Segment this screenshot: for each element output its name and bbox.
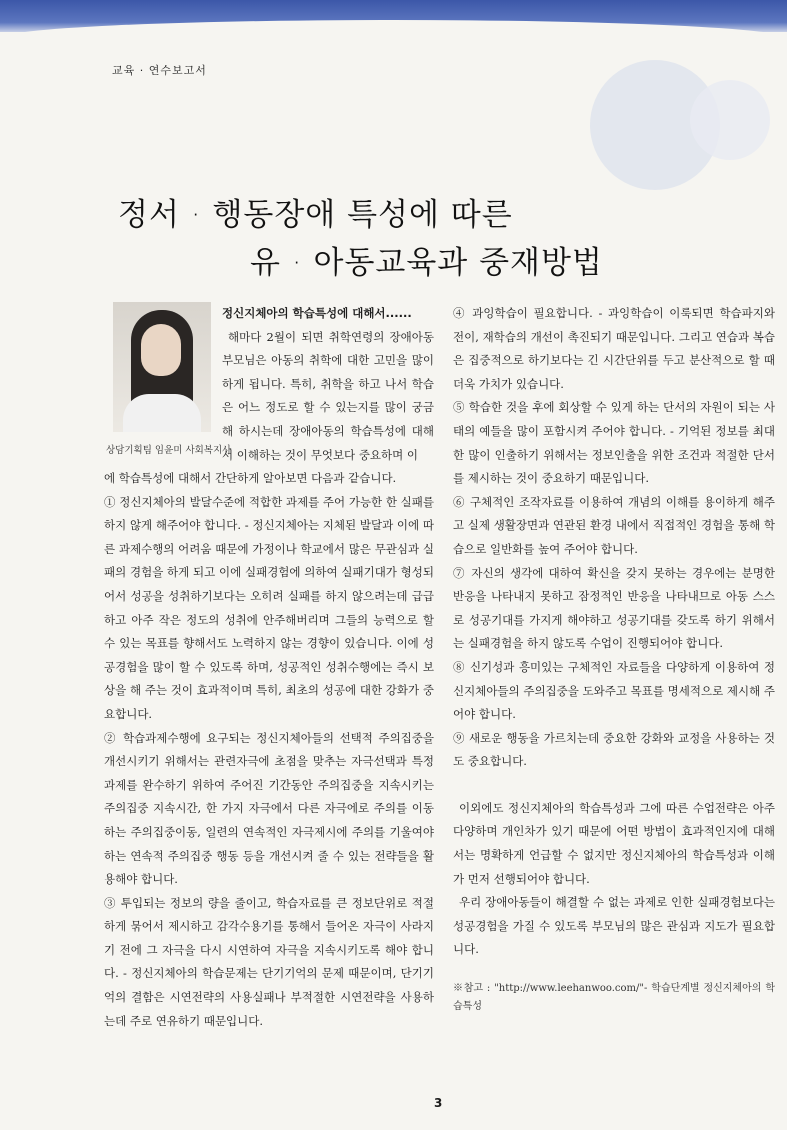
decorative-circle-small bbox=[690, 80, 770, 160]
list-item-8: ⑧ 신기성과 흥미있는 구체적인 자료들을 다양하게 이용하여 정신지체아들의 주의집중을 도와주고 목표를 명세적으로 제시해 주어야 합니다. bbox=[453, 659, 775, 722]
intro-paragraph-continued: 에 학습특성에 대해서 간단하게 알아보면 다음과 같습니다. bbox=[104, 471, 397, 485]
article-title bbox=[100, 191, 740, 287]
intro-block bbox=[222, 302, 434, 467]
reference-note: ※참고 : "http://www.leehanwoo.com/"- 학습단계별 정신지체아의 학습특성 bbox=[453, 983, 775, 1013]
author-photo bbox=[113, 302, 211, 432]
intro-paragraph: 해마다 2월이 되면 취학연령의 장애아동 부모님은 아동의 취학에 대한 고민을 많이 하게 됩니다. 특히, 취학을 하고 나서 학습은 어느 정도로 할 수 있는지를 많이 궁금해 하시는데 장애아동의 학습특성에 대해서 이해하는 것이 무엇보다 중요하며 이 bbox=[222, 329, 434, 462]
list-item-1: ① 정신지체아의 발달수준에 적합한 과제를 주어 가능한 한 실패를 하지 않게 해주어야 합니다. - 정신지체아는 지체된 발달과 이에 따른 과제수행의 어려움 때문에 가정이나 학교에서 많은 무관심과 실패의 경험을 하게 되고 이에 실패경험에 의하여 실패기대가 형성되어서 성공을 성취하기보다는 오히려 실패를 하지 않으려는데 급급하고 아주 작은 정도의 성취에 안주해버리며 그들의 능력으로 할 수 있는 목표를 향해서도 노력하지 않는 경향이 있습니다. 이에 성공경험을 많이 할 수 있도록 하며, 성공적인 성취수행에는 즉시 보상을 해 주는 것이 효과적이며 특히, 최초의 성공에 대한 강화가 중요합니다. bbox=[104, 494, 434, 721]
list-item-7: ⑦ 자신의 생각에 대하여 확신을 갖지 못하는 경우에는 분명한 반응을 나타내지 못하고 잠정적인 반응을 나타내므로 아동 스스로 성공기대를 가지게 해야하고 성공기대를 갖도록 하기 위해서는 실패경험을 하지 않도록 수업이 진행되어야 합니다. bbox=[453, 565, 775, 651]
series-label: 교육 · 연수보고서 bbox=[112, 64, 207, 77]
list-item-4: ④ 과잉학습이 필요합니다. - 과잉학습이 이룩되면 학습파지와 전이, 재학습의 개선이 촉진되기 때문입니다. 그리고 연습과 복습은 집중적으로 하기보다는 긴 시간단위를 두고 분산적으로 할 때 더욱 가치가 있습니다. bbox=[453, 306, 775, 391]
list-item-2: ② 학습과제수행에 요구되는 정신지체아들의 선택적 주의집중을 개선시키기 위해서는 관련자극에 초점을 맞추는 자극선택과 특정과제를 완수하기 위하여 주어진 기간동안 주의집중을 지속시키는 주의집중 지속시간, 한 가지 자극에서 다른 자극에로 주의를 이동하는 주의집중이동, 일련의 연속적인 자극제시에 주의를 기울여야 하는 연속적 주의집중 행동 등을 개선시켜 줄 수 있는 전략들을 활용해야 합니다. bbox=[104, 730, 434, 887]
top-decorative-band bbox=[0, 0, 787, 32]
right-column bbox=[453, 302, 775, 1016]
conclusion-paragraph-1: 이외에도 정신지체아의 학습특성과 그에 따른 수업전략은 아주 다양하며 개인차가 있기 때문에 어떤 방법이 효과적인지에 대해서는 명확하게 언급할 수 없지만 정신지체아의 학습특성과 이해가 먼저 선행되어야 합니다. bbox=[453, 800, 775, 886]
list-item-5: ⑤ 학습한 것을 후에 회상할 수 있게 하는 단서의 자원이 되는 사태의 예들을 많이 포함시켜 주어야 합니다. - 기억된 정보를 최대한 많이 인출하기 위해서는 정보인출을 위한 조건과 적절한 단서를 제시하는 것이 중요하기 때문입니다. bbox=[453, 400, 775, 486]
intro-heading: 정신지체아의 학습특성에 대해서...... bbox=[222, 306, 412, 320]
list-item-9: ⑨ 새로운 행동을 가르치는데 중요한 강화와 교정을 사용하는 것도 중요합니다. bbox=[453, 730, 775, 769]
title-line-1: 정서 · 행동장애 특성에 따른 bbox=[118, 196, 513, 233]
list-item-6: ⑥ 구체적인 조작자료를 이용하여 개념의 이해를 용이하게 해주고 실제 생활장면과 연관된 환경 내에서 직접적인 경험을 통해 학습으로 일반화를 높여 주어야 합니다. bbox=[453, 494, 775, 556]
author-caption: 상담기획팀 임윤미 사회복지사 bbox=[106, 445, 232, 456]
title-line-2: 유 · 아동교육과 중재방법 bbox=[250, 244, 603, 281]
conclusion-paragraph-2: 우리 장애아동들이 해결할 수 없는 과제로 인한 실패경험보다는 성공경험을 가질 수 있도록 부모님의 많은 관심과 지도가 필요합니다. bbox=[453, 895, 775, 957]
list-item-3: ③ 투입되는 정보의 량을 줄이고, 학습자료를 큰 정보단위로 적절하게 묶어서 제시하고 감각수용기를 통해서 들어온 자극이 사라지기 전에 그 자극을 다시 시연하여 자극을 지속시키도록 해야 합니다. - 정신지체아의 학습문제는 단기기억의 문제 때문이며, 단기기억의 결함은 시연전략의 사용실패나 부적절한 시연전략을 사용하는데 주로 연유하기 때문입니다. bbox=[104, 895, 434, 1028]
left-column bbox=[104, 467, 434, 1033]
page-number: 3 bbox=[434, 1096, 443, 1110]
